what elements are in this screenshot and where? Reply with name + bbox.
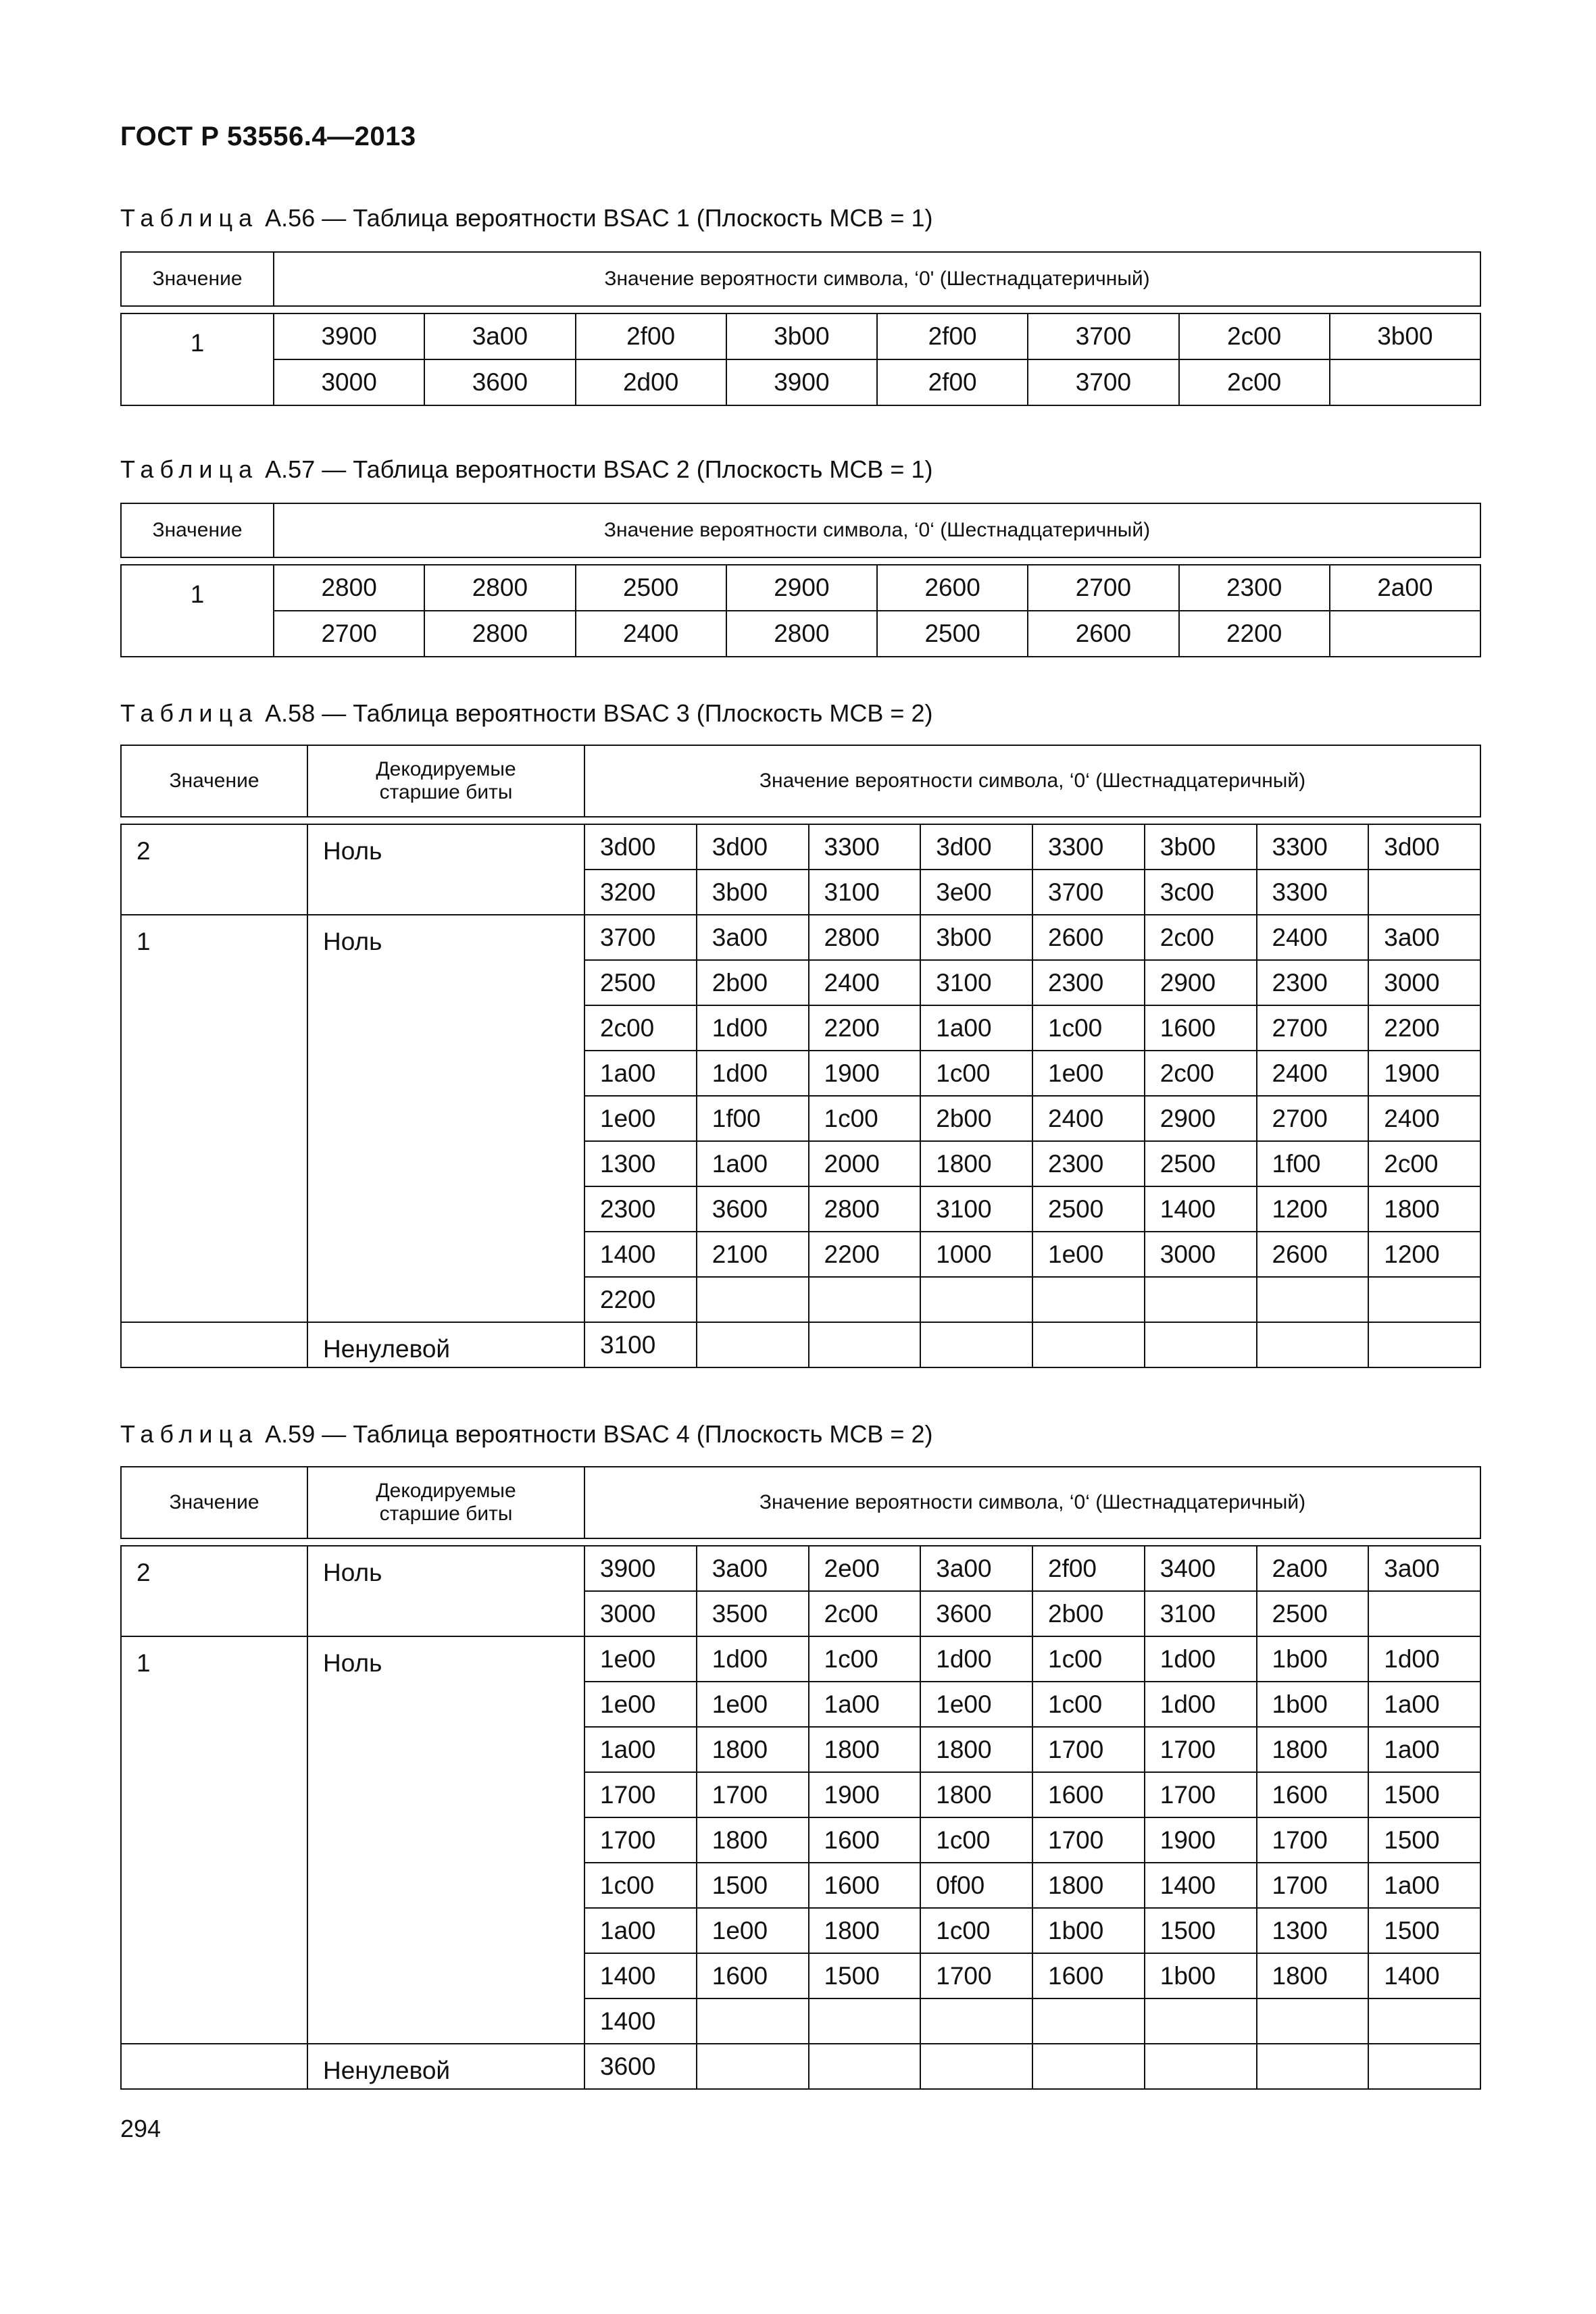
prob-cell xyxy=(1368,2044,1480,2089)
col-header-probability: Значение вероятности символа, ‘0‘ (Шестнадцатеричный) xyxy=(584,745,1480,817)
prob-cell: 3900 xyxy=(584,1546,697,1591)
prob-cell: 1c00 xyxy=(920,1908,1032,1953)
prob-cell: 1e00 xyxy=(920,1682,1032,1727)
prob-cell: 1e00 xyxy=(584,1682,697,1727)
col-header-bits-line1: Декодируемые xyxy=(376,758,516,780)
prob-cell: 3600 xyxy=(424,359,575,405)
prob-cell: 3a00 xyxy=(424,313,575,359)
prob-cell: 2f00 xyxy=(1032,1546,1145,1591)
probability-table-a58 xyxy=(120,745,1481,1368)
value-cell: 1 xyxy=(121,565,274,657)
probability-table-a56 xyxy=(120,251,1481,406)
value-cell: 1 xyxy=(121,915,307,1322)
prob-cell: 2200 xyxy=(1179,611,1330,657)
caption-word: Таблица xyxy=(120,699,259,727)
prob-cell xyxy=(1330,359,1480,405)
prob-cell: 1800 xyxy=(920,1141,1032,1186)
prob-cell: 1d00 xyxy=(697,1005,809,1051)
prob-cell: 2c00 xyxy=(1179,313,1330,359)
prob-cell xyxy=(1145,1277,1257,1322)
table-header-row xyxy=(121,1467,1480,1538)
prob-cell: 3900 xyxy=(274,313,424,359)
prob-cell: 1800 xyxy=(809,1908,921,1953)
prob-cell: 2400 xyxy=(1257,1051,1369,1096)
prob-cell: 1800 xyxy=(920,1727,1032,1772)
prob-cell xyxy=(1032,1998,1145,2044)
table-caption xyxy=(120,204,932,232)
prob-cell: 1600 xyxy=(809,1817,921,1863)
prob-cell: 3000 xyxy=(274,359,424,405)
prob-cell: 1400 xyxy=(1145,1863,1257,1908)
prob-cell: 1a00 xyxy=(584,1908,697,1953)
prob-cell: 2b00 xyxy=(920,1096,1032,1141)
prob-cell: 2300 xyxy=(1032,1141,1145,1186)
prob-cell: 1700 xyxy=(1032,1817,1145,1863)
prob-cell: 3700 xyxy=(1032,870,1145,915)
prob-cell: 1800 xyxy=(1032,1863,1145,1908)
prob-cell xyxy=(1330,611,1480,657)
prob-cell: 1500 xyxy=(697,1863,809,1908)
table-row xyxy=(121,565,1480,611)
prob-cell xyxy=(1257,1998,1369,2044)
caption-text: А.57 — Таблица вероятности BSAC 2 (Плоскость MCB = 1) xyxy=(265,455,933,483)
prob-cell: 1600 xyxy=(1257,1772,1369,1817)
prob-cell: 3d00 xyxy=(1368,824,1480,870)
prob-cell: 1600 xyxy=(697,1953,809,1998)
prob-cell: 1e00 xyxy=(584,1096,697,1141)
prob-cell xyxy=(1368,1998,1480,2044)
prob-cell xyxy=(1145,1998,1257,2044)
table-row xyxy=(121,915,1480,960)
prob-cell: 2000 xyxy=(809,1141,921,1186)
prob-cell xyxy=(1368,1591,1480,1636)
prob-cell: 1200 xyxy=(1257,1186,1369,1232)
bits-cell: Ненулевой xyxy=(307,2044,584,2089)
prob-cell: 2400 xyxy=(576,611,726,657)
prob-cell: 1f00 xyxy=(1257,1141,1369,1186)
prob-cell: 1900 xyxy=(1368,1051,1480,1096)
prob-cell: 2700 xyxy=(274,611,424,657)
table-row xyxy=(121,359,1480,405)
prob-cell: 3700 xyxy=(584,915,697,960)
col-header-bits xyxy=(307,1467,584,1538)
prob-cell: 2200 xyxy=(584,1277,697,1322)
prob-cell: 2500 xyxy=(576,565,726,611)
prob-cell xyxy=(697,1322,809,1367)
col-header-probability: Значение вероятности символа, ‘0' (Шестнадцатеричный) xyxy=(274,252,1480,306)
prob-cell xyxy=(1145,1322,1257,1367)
prob-cell: 2f00 xyxy=(877,359,1028,405)
prob-cell xyxy=(809,1277,921,1322)
prob-cell: 3300 xyxy=(1257,824,1369,870)
prob-cell: 1e00 xyxy=(697,1908,809,1953)
prob-cell: 2400 xyxy=(809,960,921,1005)
caption-word: Таблица xyxy=(120,1420,259,1448)
prob-cell: 2400 xyxy=(1368,1096,1480,1141)
col-header-bits-line1: Декодируемые xyxy=(376,1480,516,1502)
prob-cell: 1700 xyxy=(1145,1727,1257,1772)
prob-cell: 2300 xyxy=(1032,960,1145,1005)
col-header-value: Значение xyxy=(121,252,274,306)
prob-cell: 3400 xyxy=(1145,1546,1257,1591)
prob-cell: 0f00 xyxy=(920,1863,1032,1908)
prob-cell: 1c00 xyxy=(809,1636,921,1682)
prob-cell: 1d00 xyxy=(697,1636,809,1682)
prob-cell: 1700 xyxy=(1257,1817,1369,1863)
prob-cell: 1b00 xyxy=(1257,1636,1369,1682)
value-cell xyxy=(121,1322,307,1367)
prob-cell: 3a00 xyxy=(697,915,809,960)
prob-cell: 2c00 xyxy=(584,1005,697,1051)
header-separator xyxy=(121,817,1480,824)
prob-cell xyxy=(1368,1277,1480,1322)
prob-cell: 1c00 xyxy=(584,1863,697,1908)
prob-cell: 2300 xyxy=(1179,565,1330,611)
prob-cell xyxy=(809,1998,921,2044)
prob-cell xyxy=(1257,1277,1369,1322)
prob-cell: 1500 xyxy=(1368,1817,1480,1863)
prob-cell: 3a00 xyxy=(920,1546,1032,1591)
prob-cell xyxy=(1368,870,1480,915)
prob-cell xyxy=(920,1998,1032,2044)
prob-cell: 1800 xyxy=(697,1727,809,1772)
prob-cell: 1e00 xyxy=(697,1682,809,1727)
prob-cell: 2e00 xyxy=(809,1546,921,1591)
prob-cell: 1600 xyxy=(1145,1005,1257,1051)
prob-cell: 2c00 xyxy=(1179,359,1330,405)
prob-cell: 1e00 xyxy=(1032,1051,1145,1096)
table-row xyxy=(121,824,1480,870)
prob-cell xyxy=(1145,2044,1257,2089)
prob-cell xyxy=(920,1277,1032,1322)
prob-cell xyxy=(809,2044,921,2089)
prob-cell: 2500 xyxy=(1145,1141,1257,1186)
value-cell: 1 xyxy=(121,1636,307,2044)
bits-cell: Ноль xyxy=(307,1546,584,1636)
prob-cell: 3100 xyxy=(920,1186,1032,1232)
prob-cell: 2200 xyxy=(809,1232,921,1277)
prob-cell: 3300 xyxy=(1257,870,1369,915)
prob-cell: 2700 xyxy=(1257,1096,1369,1141)
table-row xyxy=(121,1322,1480,1367)
prob-cell: 1700 xyxy=(1145,1772,1257,1817)
page-number: 294 xyxy=(120,2115,161,2142)
caption-text: А.58 — Таблица вероятности BSAC 3 (Плоскость MCB = 2) xyxy=(265,699,933,727)
prob-cell xyxy=(697,1277,809,1322)
table-row xyxy=(121,1546,1480,1591)
value-cell xyxy=(121,2044,307,2089)
prob-cell: 1a00 xyxy=(809,1682,921,1727)
prob-cell: 2b00 xyxy=(697,960,809,1005)
prob-cell: 3100 xyxy=(1145,1591,1257,1636)
caption-text: А.59 — Таблица вероятности BSAC 4 (Плоскость MCB = 2) xyxy=(265,1420,933,1448)
prob-cell: 3000 xyxy=(584,1591,697,1636)
prob-cell: 1a00 xyxy=(584,1727,697,1772)
prob-cell: 1700 xyxy=(920,1953,1032,1998)
prob-cell: 1c00 xyxy=(1032,1005,1145,1051)
prob-cell: 3a00 xyxy=(1368,1546,1480,1591)
prob-cell: 1600 xyxy=(1032,1953,1145,1998)
prob-cell: 1300 xyxy=(1257,1908,1369,1953)
prob-cell: 1700 xyxy=(584,1772,697,1817)
prob-cell: 1800 xyxy=(1368,1186,1480,1232)
prob-cell: 3000 xyxy=(1145,1232,1257,1277)
prob-cell: 2300 xyxy=(584,1186,697,1232)
prob-cell: 2900 xyxy=(1145,1096,1257,1141)
prob-cell: 1500 xyxy=(809,1953,921,1998)
prob-cell: 1500 xyxy=(1368,1772,1480,1817)
caption-word: Таблица xyxy=(120,204,259,232)
prob-cell xyxy=(1368,1322,1480,1367)
prob-cell: 1800 xyxy=(1257,1727,1369,1772)
prob-cell: 2800 xyxy=(726,611,877,657)
prob-cell: 3b00 xyxy=(1145,824,1257,870)
prob-cell: 2600 xyxy=(1032,915,1145,960)
value-cell: 2 xyxy=(121,1546,307,1636)
prob-cell: 2100 xyxy=(697,1232,809,1277)
table-row xyxy=(121,611,1480,657)
prob-cell: 1800 xyxy=(1257,1953,1369,1998)
prob-cell: 2400 xyxy=(1257,915,1369,960)
prob-cell: 3200 xyxy=(584,870,697,915)
table-caption xyxy=(120,699,932,728)
value-cell: 1 xyxy=(121,313,274,405)
prob-cell: 1b00 xyxy=(1145,1953,1257,1998)
prob-cell: 2500 xyxy=(877,611,1028,657)
prob-cell: 1d00 xyxy=(1368,1636,1480,1682)
prob-cell: 3b00 xyxy=(1330,313,1480,359)
prob-cell: 2200 xyxy=(1368,1005,1480,1051)
prob-cell: 3300 xyxy=(809,824,921,870)
prob-cell: 3d00 xyxy=(584,824,697,870)
table-row xyxy=(121,1636,1480,1682)
prob-cell: 1a00 xyxy=(1368,1863,1480,1908)
bits-cell: Ненулевой xyxy=(307,1322,584,1367)
table-header-row xyxy=(121,503,1480,557)
prob-cell: 2a00 xyxy=(1257,1546,1369,1591)
col-header-value: Значение xyxy=(121,503,274,557)
header-separator xyxy=(121,557,1480,565)
caption-text: А.56 — Таблица вероятности BSAC 1 (Плоскость MCB = 1) xyxy=(265,204,933,232)
prob-cell: 3a00 xyxy=(1368,915,1480,960)
prob-cell xyxy=(920,2044,1032,2089)
prob-cell: 1a00 xyxy=(1368,1682,1480,1727)
prob-cell xyxy=(697,1998,809,2044)
col-header-probability: Значение вероятности символа, ‘0‘ (Шестнадцатеричный) xyxy=(584,1467,1480,1538)
prob-cell: 1300 xyxy=(584,1141,697,1186)
prob-cell: 2500 xyxy=(1032,1186,1145,1232)
prob-cell: 2f00 xyxy=(576,313,726,359)
prob-cell: 3000 xyxy=(1368,960,1480,1005)
prob-cell: 2700 xyxy=(1257,1005,1369,1051)
prob-cell: 1500 xyxy=(1368,1908,1480,1953)
prob-cell: 1a00 xyxy=(697,1141,809,1186)
table-caption xyxy=(120,1420,932,1449)
prob-cell: 2900 xyxy=(1145,960,1257,1005)
prob-cell: 3e00 xyxy=(920,870,1032,915)
prob-cell: 2600 xyxy=(877,565,1028,611)
prob-cell: 1d00 xyxy=(697,1051,809,1096)
prob-cell: 2800 xyxy=(274,565,424,611)
prob-cell: 2800 xyxy=(424,565,575,611)
col-header-value: Значение xyxy=(121,745,307,817)
probability-table-a57 xyxy=(120,503,1481,657)
prob-cell: 2600 xyxy=(1028,611,1178,657)
prob-cell: 1d00 xyxy=(920,1636,1032,1682)
prob-cell: 3b00 xyxy=(726,313,877,359)
prob-cell: 3d00 xyxy=(920,824,1032,870)
probability-table-a59 xyxy=(120,1466,1481,2090)
prob-cell xyxy=(809,1322,921,1367)
prob-cell: 2d00 xyxy=(576,359,726,405)
prob-cell xyxy=(1257,1322,1369,1367)
prob-cell: 1900 xyxy=(809,1051,921,1096)
prob-cell: 2c00 xyxy=(1368,1141,1480,1186)
prob-cell: 1e00 xyxy=(584,1636,697,1682)
prob-cell: 1c00 xyxy=(1032,1636,1145,1682)
standard-header: ГОСТ Р 53556.4—2013 xyxy=(120,122,416,151)
value-cell: 2 xyxy=(121,824,307,915)
table-header-row xyxy=(121,252,1480,306)
prob-cell: 1a00 xyxy=(1368,1727,1480,1772)
prob-cell: 2900 xyxy=(726,565,877,611)
prob-cell: 1600 xyxy=(1032,1772,1145,1817)
header-separator xyxy=(121,306,1480,313)
prob-cell: 1900 xyxy=(809,1772,921,1817)
prob-cell: 3600 xyxy=(920,1591,1032,1636)
prob-cell: 3b00 xyxy=(697,870,809,915)
col-header-probability: Значение вероятности символа, ‘0‘ (Шестнадцатеричный) xyxy=(274,503,1480,557)
caption-word: Таблица xyxy=(120,455,259,483)
prob-cell: 3100 xyxy=(809,870,921,915)
prob-cell: 2c00 xyxy=(1145,915,1257,960)
prob-cell: 2a00 xyxy=(1330,565,1480,611)
prob-cell: 3600 xyxy=(697,1186,809,1232)
prob-cell: 2200 xyxy=(809,1005,921,1051)
bits-cell: Ноль xyxy=(307,1636,584,2044)
prob-cell: 1400 xyxy=(584,1953,697,1998)
prob-cell: 1000 xyxy=(920,1232,1032,1277)
prob-cell: 2800 xyxy=(809,1186,921,1232)
prob-cell: 1900 xyxy=(1145,1817,1257,1863)
prob-cell: 1400 xyxy=(1368,1953,1480,1998)
prob-cell: 3d00 xyxy=(697,824,809,870)
prob-cell: 3100 xyxy=(584,1322,697,1367)
prob-cell xyxy=(1032,2044,1145,2089)
prob-cell: 1500 xyxy=(1145,1908,1257,1953)
prob-cell: 1200 xyxy=(1368,1232,1480,1277)
prob-cell: 1800 xyxy=(697,1817,809,1863)
prob-cell: 3600 xyxy=(584,2044,697,2089)
prob-cell: 2f00 xyxy=(877,313,1028,359)
prob-cell: 3b00 xyxy=(920,915,1032,960)
prob-cell xyxy=(1032,1322,1145,1367)
prob-cell: 1e00 xyxy=(1032,1232,1145,1277)
prob-cell: 1a00 xyxy=(584,1051,697,1096)
prob-cell: 1f00 xyxy=(697,1096,809,1141)
prob-cell: 3700 xyxy=(1028,359,1178,405)
prob-cell: 1700 xyxy=(1257,1863,1369,1908)
prob-cell: 1400 xyxy=(584,1232,697,1277)
prob-cell: 1400 xyxy=(584,1998,697,2044)
prob-cell: 2b00 xyxy=(1032,1591,1145,1636)
prob-cell: 1d00 xyxy=(1145,1682,1257,1727)
prob-cell: 1800 xyxy=(809,1727,921,1772)
prob-cell: 2c00 xyxy=(1145,1051,1257,1096)
prob-cell: 1700 xyxy=(584,1817,697,1863)
prob-cell: 2500 xyxy=(1257,1591,1369,1636)
prob-cell: 2c00 xyxy=(809,1591,921,1636)
header-separator xyxy=(121,1538,1480,1546)
col-header-bits-line2: старшие биты xyxy=(379,1503,513,1525)
prob-cell: 3100 xyxy=(920,960,1032,1005)
prob-cell: 1600 xyxy=(809,1863,921,1908)
table-header-row xyxy=(121,745,1480,817)
col-header-bits xyxy=(307,745,584,817)
table-row xyxy=(121,313,1480,359)
prob-cell: 1b00 xyxy=(1032,1908,1145,1953)
bits-cell: Ноль xyxy=(307,915,584,1322)
prob-cell: 2700 xyxy=(1028,565,1178,611)
prob-cell: 2300 xyxy=(1257,960,1369,1005)
prob-cell: 2400 xyxy=(1032,1096,1145,1141)
prob-cell xyxy=(920,1322,1032,1367)
prob-cell: 1d00 xyxy=(1145,1636,1257,1682)
prob-cell: 1c00 xyxy=(1032,1682,1145,1727)
prob-cell: 1c00 xyxy=(920,1817,1032,1863)
prob-cell: 3900 xyxy=(726,359,877,405)
prob-cell: 1400 xyxy=(1145,1186,1257,1232)
prob-cell: 3a00 xyxy=(697,1546,809,1591)
prob-cell: 1c00 xyxy=(809,1096,921,1141)
prob-cell: 1700 xyxy=(1032,1727,1145,1772)
prob-cell: 3500 xyxy=(697,1591,809,1636)
prob-cell: 3c00 xyxy=(1145,870,1257,915)
prob-cell: 1a00 xyxy=(920,1005,1032,1051)
prob-cell: 1c00 xyxy=(920,1051,1032,1096)
prob-cell xyxy=(1257,2044,1369,2089)
prob-cell xyxy=(1032,1277,1145,1322)
prob-cell: 1b00 xyxy=(1257,1682,1369,1727)
prob-cell: 2800 xyxy=(424,611,575,657)
prob-cell: 3700 xyxy=(1028,313,1178,359)
bits-cell: Ноль xyxy=(307,824,584,915)
prob-cell: 3300 xyxy=(1032,824,1145,870)
col-header-value: Значение xyxy=(121,1467,307,1538)
prob-cell xyxy=(697,2044,809,2089)
prob-cell: 2800 xyxy=(809,915,921,960)
prob-cell: 1700 xyxy=(697,1772,809,1817)
prob-cell: 2600 xyxy=(1257,1232,1369,1277)
prob-cell: 1800 xyxy=(920,1772,1032,1817)
col-header-bits-line2: старшие биты xyxy=(379,781,513,803)
table-caption xyxy=(120,455,932,484)
prob-cell: 2500 xyxy=(584,960,697,1005)
table-row xyxy=(121,2044,1480,2089)
